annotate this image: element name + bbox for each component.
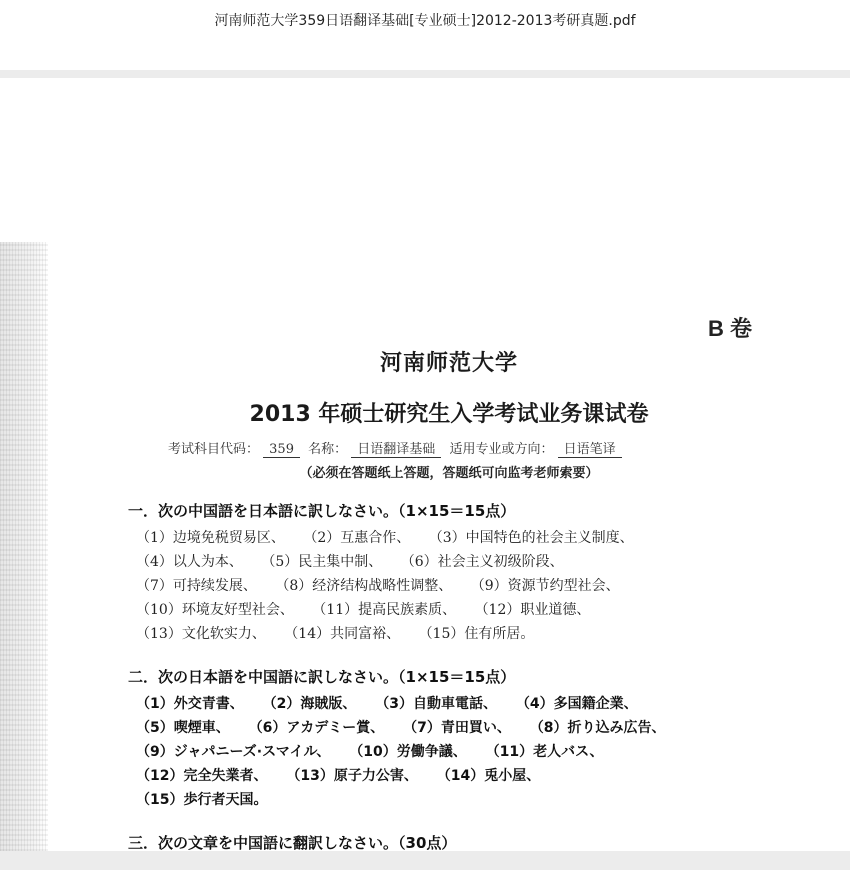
question-item: （13）文化软实力、: [136, 626, 266, 642]
section1-row: [136, 599, 604, 619]
question-item: （11）提高民族素质、: [312, 602, 457, 618]
toolbar-separator: [0, 70, 850, 78]
scan-edge-noise: [0, 242, 48, 851]
question-item: （2）互惠合作、: [303, 530, 411, 546]
answer-notice: （必须在答题纸上答题，答题纸可向监考老师索要）: [299, 466, 599, 481]
subject-line: [168, 438, 626, 458]
question-item: （7）青田買い、: [403, 720, 511, 736]
question-item: （6）アカデミー賞、: [248, 720, 385, 736]
question-item: （13）原子力公害、: [286, 768, 418, 784]
pdf-viewer[interactable]: [0, 78, 850, 851]
section1-heading: 一．次の中国語を日本語に訳しなさい。（1×15＝15点）: [128, 502, 516, 520]
subject-major-label: 适用专业或方向：: [449, 442, 554, 457]
question-item: （12）职业道德、: [474, 602, 591, 618]
question-item: （3）自動車電話、: [375, 696, 497, 712]
subject-code: 359: [263, 442, 300, 458]
section1-row: [136, 575, 634, 595]
question-item: （6）社会主义初级阶段、: [400, 554, 564, 570]
section2-row: [136, 741, 618, 761]
question-item: （8）折り込み広告、: [529, 720, 666, 736]
section1-row: [136, 527, 648, 547]
question-item: （2）海賊版、: [262, 696, 357, 712]
subject-name-label: 名称：: [308, 442, 348, 457]
bottom-bar: [0, 851, 850, 870]
section2-row: [136, 717, 679, 737]
question-item: （8）经济结构战略性调整、: [275, 578, 453, 594]
section1-row: [136, 551, 578, 571]
question-item: （1）外交青書、: [136, 696, 244, 712]
pdf-page: [48, 242, 850, 851]
section1-row: [136, 623, 548, 643]
subject-name: 日语翻译基础: [351, 438, 441, 458]
section2-row: [136, 765, 554, 785]
section3-heading: 三．次の文章を中国語に翻訳しなさい。（30点）: [128, 834, 457, 851]
document-title: 河南师范大学359日语翻译基础[专业硕士]2012-2013考研真题.pdf: [214, 13, 636, 29]
university-name: 河南师范大学: [379, 351, 518, 376]
section2-row: [136, 789, 281, 809]
question-item: （10）环境友好型社会、: [136, 602, 294, 618]
question-item: （7）可持续发展、: [136, 578, 257, 594]
question-item: （12）完全失業者、: [136, 768, 268, 784]
section2-row: [136, 693, 652, 713]
question-item: （14）兎小屋、: [436, 768, 541, 784]
question-item: （1）边境免税贸易区、: [136, 530, 285, 546]
question-item: （9）资源节约型社会、: [470, 578, 620, 594]
question-item: （11）老人バス、: [485, 744, 604, 760]
subject-major: 日语笔译: [558, 438, 622, 458]
title-bar: [0, 0, 850, 70]
question-item: （14）共同富裕、: [284, 626, 401, 642]
question-item: （15）歩行者天国。: [136, 792, 268, 808]
volume-label: B 卷: [707, 316, 752, 341]
section2-heading: 二．次の日本語を中国語に訳しなさい。（1×15＝15点）: [128, 668, 516, 686]
question-item: （5）喫煙車、: [136, 720, 230, 736]
question-item: （3）中国特色的社会主义制度、: [428, 530, 634, 546]
subject-code-label: 考试科目代码：: [168, 442, 260, 457]
question-item: （10）労働争議、: [349, 744, 467, 760]
question-item: （15）住有所居。: [418, 626, 535, 642]
question-item: （4）多国籍企業、: [515, 696, 638, 712]
question-item: （5）民主集中制、: [261, 554, 383, 570]
question-item: （9）ジャパニーズ·スマイル、: [136, 744, 331, 760]
question-item: （4）以人为本、: [136, 554, 243, 570]
exam-title: 2013 年硕士研究生入学考试业务课试卷: [249, 402, 649, 427]
